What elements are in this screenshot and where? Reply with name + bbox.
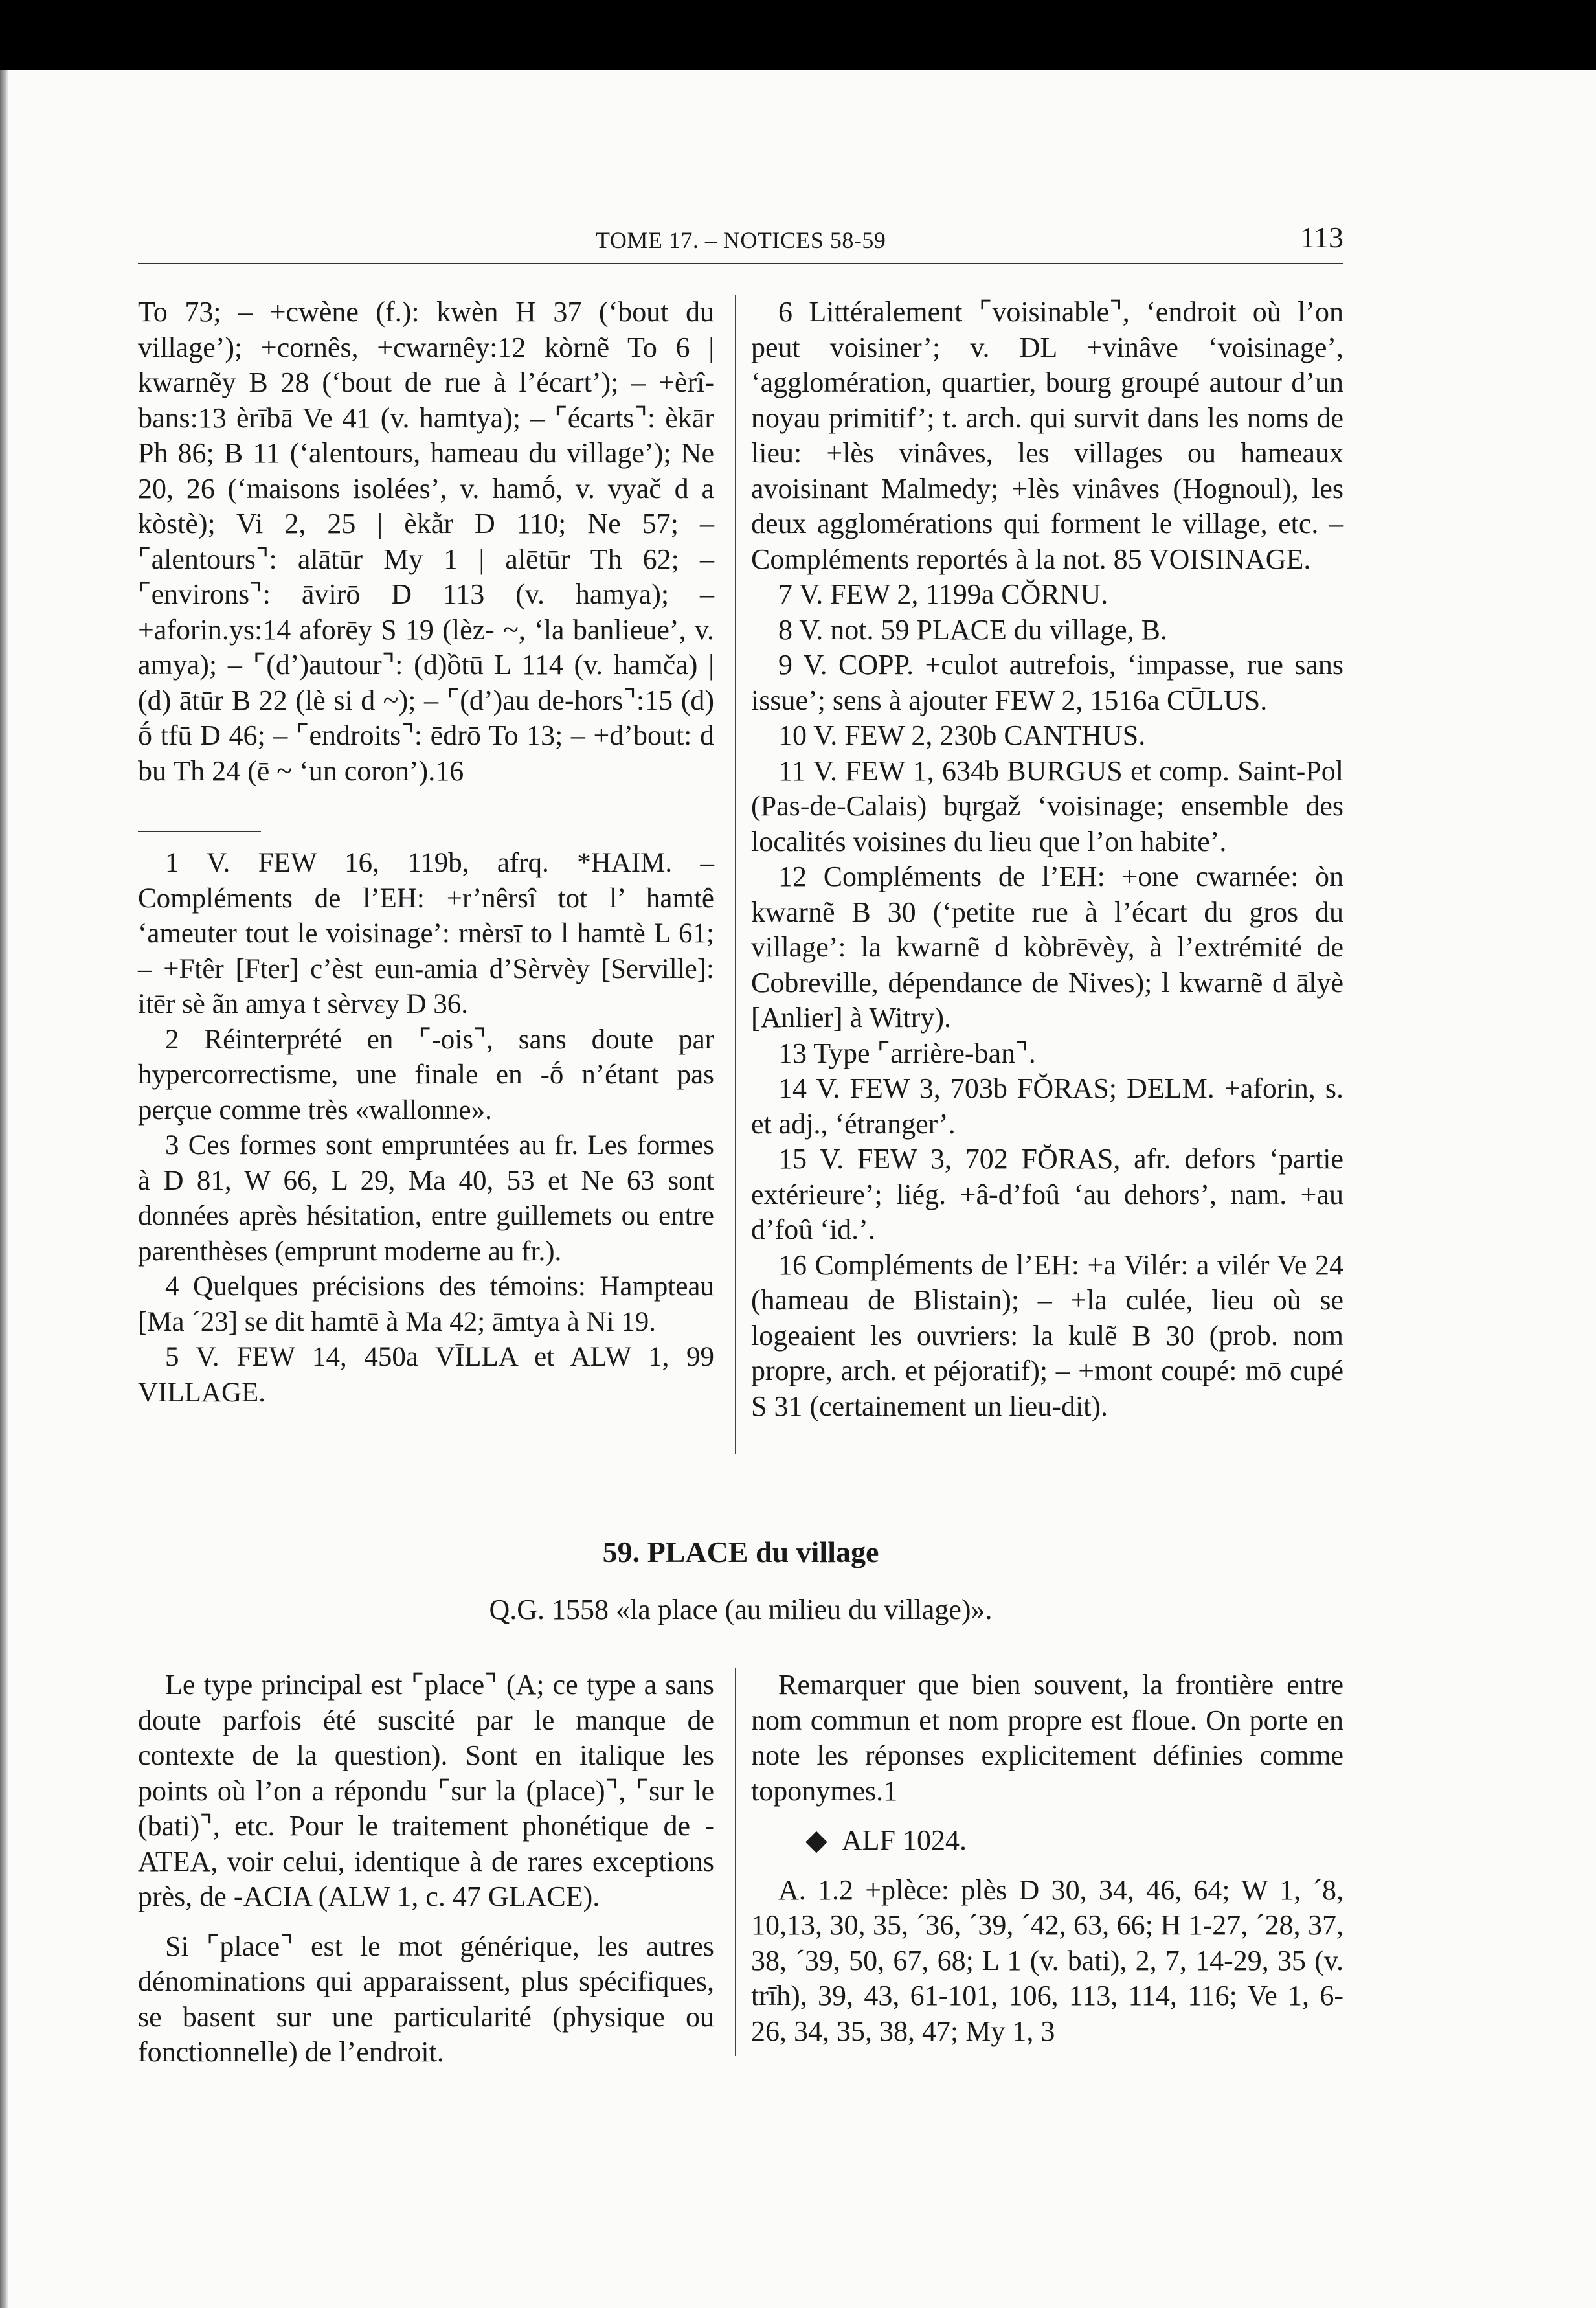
footnote-1: 1 V. FEW 16, 119b, afrq. *HAIM. – Compléments de l’EH: +r’nêrsî tot l’ hamtê ‘ameuter tout le voisinage’: rnèrsī to l hamtè L 61; – +Ftêr [Fter] c’èst eun-amia d’Sèrvèy [Serville]: itēr sè ãn amya t sèrvɛy D 36. [138, 848, 714, 1019]
running-head: TOME 17. – NOTICES 58-59 [596, 227, 886, 253]
footnote-3: 3 Ces formes sont empruntées au fr. Les formes à D 81, W 66, L 29, Ma 40, 53 et Ne 63 sont données après hésitation, entre guillemets ou entre parenthèses (emprunt moderne au fr.). [138, 1130, 714, 1267]
header-rule [138, 263, 1343, 264]
section-subtitle: Q.G. 1558 «la place (au milieu du village)». [489, 1594, 993, 1625]
diamond-icon: ◆ [805, 1824, 827, 1856]
scan-top-border [0, 0, 1596, 70]
footnote-2: 2 Réinterprété en ⌜-ois⌝, sans doute par hypercorrectisme, une finale en -ṓ n’étant pas perçue comme très «wallonne». [138, 1024, 714, 1126]
scan-left-edge [0, 70, 9, 2308]
footnote-5: 5 V. FEW 14, 450a VĪLLA et ALW 1, 99 VILLAGE. [138, 1342, 714, 1408]
section-title: 59. PLACE du village [602, 1535, 879, 1568]
footnote-7: 7 V. FEW 2, 1199a CŎRNU. [778, 578, 1108, 610]
paragraph: A. 1.2 +plèce: plès D 30, 34, 46, 64; W 1, ´8, 10,13, 30, 35, ´36, ´39, ´42, 63, 66; H 1-27, ´28, 37, 38, ´39, 50, 67, 68; L 1 (v. bati), 2, 7, 14-29, 35 (v. trīh), 39, 43, 61-101, 106, 113, 114, 116; Ve 1, 6-26, 34, 35, 38, 47; My 1, 3 [751, 1873, 1343, 2047]
notice-58-text: To 73; – +cwène (f.): kwèn H 37 (‘bout du village’); +cornês, +cwarnêy:12 kòrnẽ To 6 | kwarnẽy B 28 (‘bout de rue à l’écart’); – +èrî-bans:13 èrībā Ve 41 (v. hamtya); – ⌜écarts⌝: èkār Ph 86; B 11 (‘alentours, hameau du village’); Ne 20, 26 (‘maisons isolées’, v. hamṓ, v. vyač d a kòstè); Vi 2, 25 | èkằr D 110; Ne 57; – ⌜alentours⌝: alātūr My 1 | alētūr Th 62; – ⌜environs⌝: āvirō D 113 (v. hamya); – +aforin.ys:14 aforēy S 19 (lèz- ~, ‘la banlieue’, v. amya); – ⌜(d’)autour⌝: (d)ồtū L 114 (v. hamča) | (d) ātūr B 22 (lè si d ~); – ⌜(d’)au de-hors⌝:15 (d) ṓ tfū D 46; – ⌜endroits⌝: ēdrō To 13; – +d’bout: d bu Th 24 (ē ~ ‘un coron’).16 [138, 296, 714, 787]
paragraph: Le type principal est ⌜place⌝ (A; ce type a sans doute parfois été suscité par le manque de contexte de la question). Sont en italique les points où l’on a répondu ⌜sur la (place)⌝, ⌜sur le (bati)⌝, etc. Pour le traitement phonétique de -ATEA, voir celui, identique à de rares exceptions près, de -ACIA (ALW 1, c. 47 GLACE). [138, 1669, 714, 1912]
footnote-16: 16 Compléments de l’EH: +a Vilér: a vilér Ve 24 (hameau de Blistain); – +la culée, lieu où se logeaient les ouvriers: la kulẽ B 30 (prob. nom propre, arch. et péjoratif); – +mont coupé: mō cupé S 31 (certainement un lieu-dit). [751, 1249, 1343, 1422]
footnote-11: 11 V. FEW 1, 634b BURGUS et comp. Saint-Pol (Pas-de-Calais) bųrgaž ‘voisinage; ensemble des localités voisines du lieu que l’on habite’. [751, 754, 1343, 857]
footnote-14: 14 V. FEW 3, 703b FŎRAS; DELM. +aforin, s. et adj., ‘étranger’. [751, 1072, 1343, 1140]
footnote-12: 12 Compléments de l’EH: +one cwarnée: òn kwarnẽ B 30 (‘petite rue à l’écart du gros du village’: la kwarnẽ d kòbrēvèy, à l’extrémité de Cobreville, dépendance de Nives); l kwarnẽ d ālyè [Anlier] à Witry). [751, 861, 1343, 1034]
footnote-6: 6 Littéralement ⌜voisinable⌝, ‘endroit où l’on peut voisiner’; v. DL +vinâve ‘voisinage’, ‘agglomération, quartier, bourg groupé autour d’un noyau primitif’; t. arch. qui survit dans les noms de lieu: +lès vinâves, les villages ou hameaux avoisinant Malmedy; +lès vinâves (Hognoul), les deux agglomérations qui forment le village, etc. – Compléments reportés à la not. 85 VOISINAGE. [751, 296, 1343, 575]
notice-59-right-column [751, 1668, 1343, 2049]
footnotes-left [138, 846, 714, 1410]
notice-59-left-column [138, 1668, 714, 2070]
paragraph: Si ⌜place⌝ est le mot générique, les autres dénominations qui apparaissent, plus spécifiques, se basent sur une particularité (physique ou fonctionnelle) de l’endroit. [138, 1930, 714, 2068]
footnotes-right [751, 295, 1343, 1424]
column-divider-top [735, 295, 736, 1454]
notice-58-continuation [138, 295, 714, 789]
page-number: 113 [1299, 221, 1343, 254]
footnote-15: 15 V. FEW 3, 702 FŎRAS, afr. defors ‘partie extérieure’; liég. +â-d’foû ‘au dehors’, nam. +au d’foû ‘id.’. [751, 1143, 1343, 1245]
footnote-rule [138, 831, 261, 832]
footnote-9: 9 V. COPP. +culot autrefois, ‘impasse, rue sans issue’; sens à ajouter FEW 2, 1516a CŪLUS. [751, 649, 1343, 716]
footnote-8: 8 V. not. 59 PLACE du village, B. [778, 613, 1167, 646]
paragraph: Remarquer que bien souvent, la frontière entre nom commun et nom propre est floue. On porte en note les réponses explicitement définies comme toponymes.1 [751, 1669, 1343, 1807]
column-divider-bottom [735, 1668, 736, 2056]
alf-reference [751, 1823, 1343, 1859]
footnote-4: 4 Quelques précisions des témoins: Hampteau [Ma ´23] se dit hamtē à Ma 42; āmtya à Ni 19. [138, 1271, 714, 1337]
footnote-13: 13 Type ⌜arrière-ban⌝. [778, 1037, 1036, 1069]
footnote-10: 10 V. FEW 2, 230b CANTHUS. [778, 719, 1146, 751]
alf-reference-text: ALF 1024. [841, 1824, 967, 1856]
